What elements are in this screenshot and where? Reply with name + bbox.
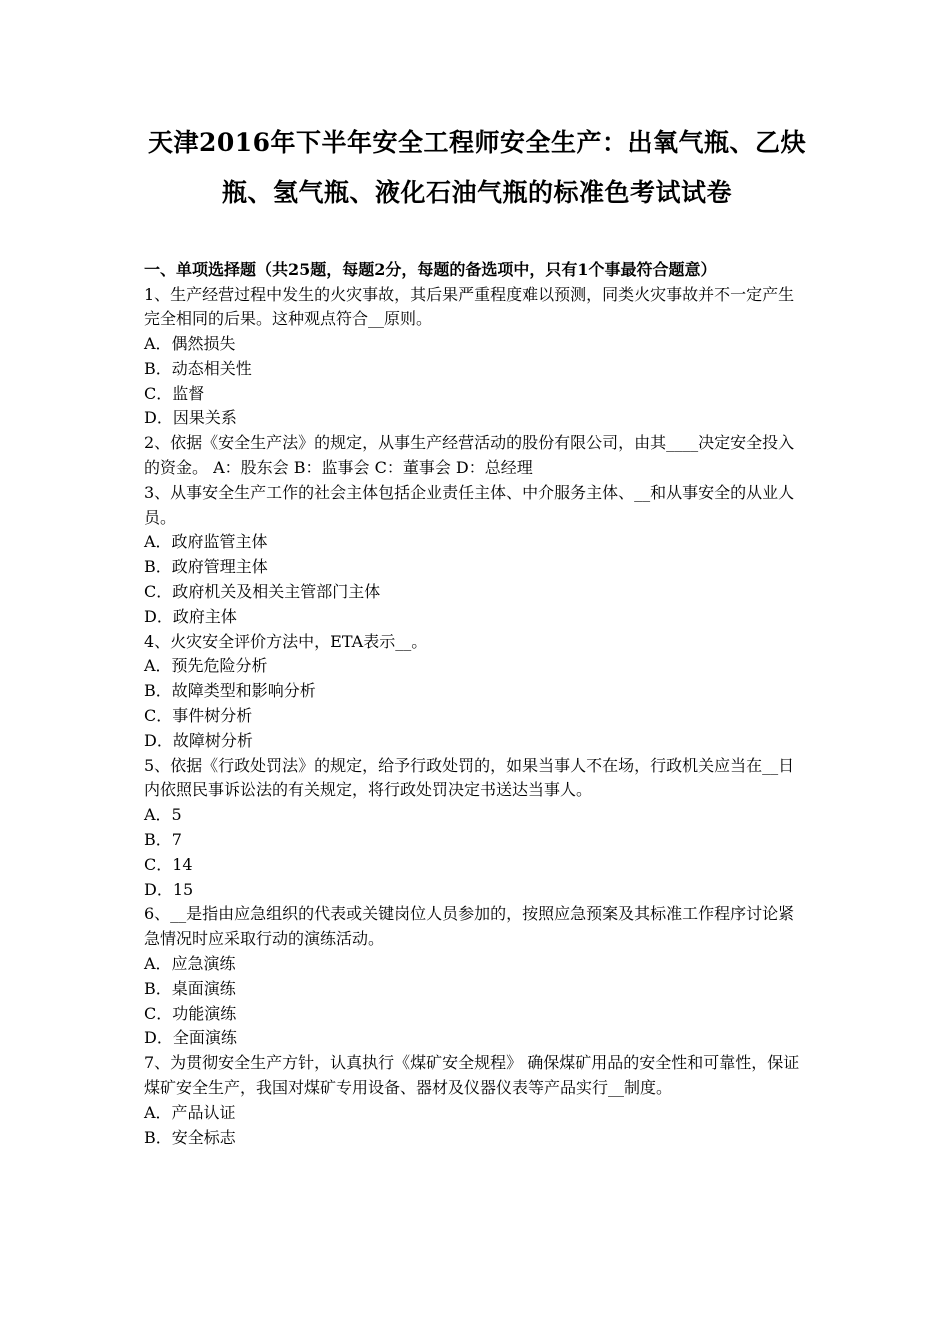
question-stem: 6、__是指由应急组织的代表或关键岗位人员参加的，按照应急预案及其标准工作程序讨论紧急情况时应采取行动的演练活动。: [144, 904, 795, 949]
option-d: D．15: [144, 879, 194, 899]
option-b: B．7: [144, 830, 182, 850]
option-list: [144, 952, 810, 1051]
question-stem: 1、生产经营过程中发生的火灾事故，其后果严重程度难以预测，同类火灾事故并不一定产生完全相同的后果。这种观点符合__原则。: [144, 284, 795, 329]
option-c: C．功能演练: [144, 1003, 237, 1023]
option-b: B．桌面演练: [144, 978, 236, 998]
question-7: [144, 1051, 810, 1150]
question-6: [144, 902, 810, 1051]
option-c: C．事件树分析: [144, 706, 253, 726]
title-line-2: 瓶、氢气瓶、液化石油气瓶的标准色考试试卷: [221, 178, 732, 207]
option-d: D．全面演练: [144, 1028, 237, 1048]
option-c: C．14: [144, 854, 193, 874]
option-a: A．5: [144, 805, 182, 825]
option-d: D．因果关系: [144, 408, 237, 428]
question-stem: 4、火灾安全评价方法中，ETA表示__。: [144, 631, 428, 651]
question-stem: 3、从事安全生产工作的社会主体包括企业责任主体、中介服务主体、__和从事安全的从业人员。: [144, 482, 795, 527]
section-heading: 一、单项选择题（共25题，每题2分，每题的备选项中，只有1个事最符合题意）: [144, 260, 717, 279]
option-b: B．动态相关性: [144, 358, 252, 378]
document-title: [144, 118, 810, 218]
option-d: D．故障树分析: [144, 730, 253, 750]
option-list: [144, 530, 810, 629]
document-page: [144, 118, 810, 1150]
question-3: [144, 481, 810, 630]
question-stem: 2、依据《安全生产法》的规定，从事生产经营活动的股份有限公司，由其____决定安全投入的资金。 A：股东会 B：监事会 C：董事会 D：总经理: [144, 433, 795, 478]
option-list: [144, 1101, 810, 1151]
option-b: B．故障类型和影响分析: [144, 681, 316, 701]
option-a: A．预先危险分析: [144, 656, 268, 676]
question-stem: 5、依据《行政处罚法》的规定，给予行政处罚的，如果当事人不在场，行政机关应当在__日内依照民事诉讼法的有关规定，将行政处罚决定书送达当事人。: [144, 755, 795, 800]
option-list: [144, 803, 810, 902]
title-line-1: 天津2016年下半年安全工程师安全生产：出氧气瓶、乙炔: [147, 128, 807, 157]
option-d: D．政府主体: [144, 606, 237, 626]
option-b: B．政府管理主体: [144, 557, 268, 577]
question-5: [144, 754, 810, 903]
question-list: [144, 283, 810, 1151]
option-list: [144, 654, 810, 753]
option-list: [144, 332, 810, 431]
option-a: A．应急演练: [144, 954, 236, 974]
option-c: C．监督: [144, 383, 205, 403]
question-1: [144, 283, 810, 432]
question-2: [144, 431, 810, 481]
option-a: A．产品认证: [144, 1102, 236, 1122]
option-a: A．偶然损失: [144, 334, 236, 354]
option-b: B．安全标志: [144, 1127, 236, 1147]
option-a: A．政府监管主体: [144, 532, 268, 552]
option-c: C．政府机关及相关主管部门主体: [144, 582, 381, 602]
question-4: [144, 630, 810, 754]
question-stem: 7、为贯彻安全生产方针，认真执行《煤矿安全规程》 确保煤矿用品的安全性和可靠性，保证煤矿安全生产，我国对煤矿专用设备、器材及仪器仪表等产品实行__制度。: [144, 1053, 800, 1097]
